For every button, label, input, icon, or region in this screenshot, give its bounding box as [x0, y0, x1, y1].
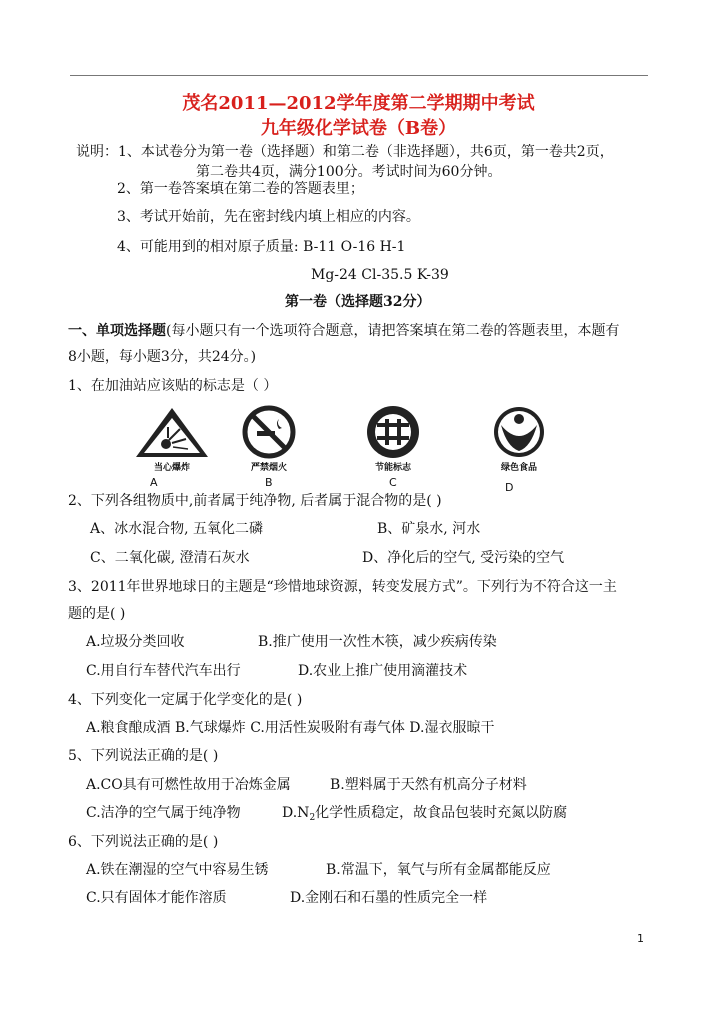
energy-saving-icon — [351, 405, 435, 461]
sign-c-caption: 节能标志 — [374, 463, 411, 473]
section1-intro-b: 8小题，每小题3分，共24分。) — [68, 349, 257, 365]
question-5-option-c: C.洁净的空气属于纯净物 — [86, 805, 241, 821]
section1-instructions: (每小题只有一个选项符合题意，请把答案填在第二卷的答题表里，本题有 — [166, 323, 620, 339]
sign-a-caption: 当心爆炸 — [153, 463, 190, 473]
question-4: 4、下列变化一定属于化学变化的是( ) — [68, 692, 303, 708]
question-5: 5、下列说法正确的是( ) — [68, 748, 219, 764]
sign-a-letter: A — [150, 476, 158, 489]
question-6-option-d: D.金刚石和石墨的性质完全一样 — [290, 890, 488, 906]
question-2-option-a: A、冰水混合物, 五氧化二磷 — [90, 521, 264, 537]
page-number: 1 — [637, 932, 644, 945]
question-6-option-a: A.铁在潮湿的空气中容易生锈 — [86, 862, 269, 878]
q5d-subscript: 2 — [309, 813, 316, 823]
question-6-option-c: C.只有固体才能作溶质 — [86, 890, 227, 906]
question-2-option-c: C、二氧化碳, 澄清石灰水 — [90, 550, 250, 566]
instructions-1a: 说明：1、本试卷分为第一卷（选择题）和第二卷（非选择题），共6页，第一卷共2页， — [76, 144, 614, 160]
question-2-option-d: D、净化后的空气, 受污染的空气 — [362, 550, 565, 566]
section1-intro-a — [68, 321, 619, 341]
instructions-1b: 第二卷共4页，满分100分。考试时间为60分钟。 — [196, 164, 502, 180]
question-3-option-c: C.用自行车替代汽车出行 — [86, 663, 241, 679]
instructions-3: 3、考试开始前，先在密封线内填上相应的内容。 — [117, 209, 420, 225]
sign-b-caption: 严禁烟火 — [250, 463, 287, 473]
question-3-option-a: A.垃圾分类回收 — [86, 634, 185, 650]
question-3-option-b: B.推广使用一次性木筷，减少疾病传染 — [258, 634, 497, 650]
question-3-cont: 题的是( ) — [68, 606, 126, 622]
sign-d — [477, 405, 561, 494]
sign-b-letter: B — [265, 476, 273, 489]
sign-a — [130, 405, 214, 489]
question-6: 6、下列说法正确的是( ) — [68, 834, 219, 850]
question-2: 2、下列各组物质中,前者属于纯净物, 后者属于混合物的是( ) — [68, 493, 442, 509]
section1-heading: 一、单项选择题 — [68, 323, 166, 339]
question-1: 1、在加油站应该贴的标志是（ ） — [68, 378, 278, 394]
green-food-icon — [477, 405, 561, 461]
question-3-option-d: D.农业上推广使用滴灌技术 — [298, 663, 468, 679]
instructions-4b: Mg-24 Cl-35.5 K-39 — [311, 267, 449, 283]
question-5-option-a: A.CO具有可燃性故用于冶炼金属 — [86, 777, 291, 793]
no-smoking-icon — [227, 405, 311, 461]
question-3: 3、2011年世界地球日的主题是“珍惜地球资源，转变发展方式”。下列行为不符合这一主 — [68, 579, 617, 595]
question-6-option-b: B.常温下，氧气与所有金属都能反应 — [326, 862, 551, 878]
exam-subtitle: 九年级化学试卷（B卷） — [260, 118, 457, 139]
part1-title: 第一卷（选择题32分） — [285, 294, 431, 310]
header-rule — [70, 75, 648, 76]
instructions-2: 2、第一卷答案填在第二卷的答题表里； — [117, 181, 364, 197]
sign-b — [227, 405, 311, 489]
explosion-warning-icon — [130, 405, 214, 461]
q5d-text: 化学性质稳定，故食品包装时充氮以防腐 — [315, 805, 568, 821]
q5d-prefix: D.N — [282, 805, 310, 821]
exam-title: 茂名2011—2012学年度第二学期期中考试 — [182, 93, 535, 114]
sign-c-letter: C — [389, 476, 397, 489]
sign-d-caption: 绿色食品 — [500, 463, 537, 473]
sign-d-letter: D — [505, 481, 514, 494]
question-5-option-b: B.塑料属于天然有机高分子材料 — [330, 777, 527, 793]
question-2-option-b: B、矿泉水, 河水 — [377, 521, 481, 537]
instructions-4: 4、可能用到的相对原子质量: B-11 O-16 H-1 — [117, 239, 406, 255]
question-4-options: A.粮食酿成酒 B.气球爆炸 C.用活性炭吸附有毒气体 D.湿衣服晾干 — [86, 720, 495, 736]
sign-c — [351, 405, 435, 489]
question-5-option-d — [282, 803, 567, 828]
